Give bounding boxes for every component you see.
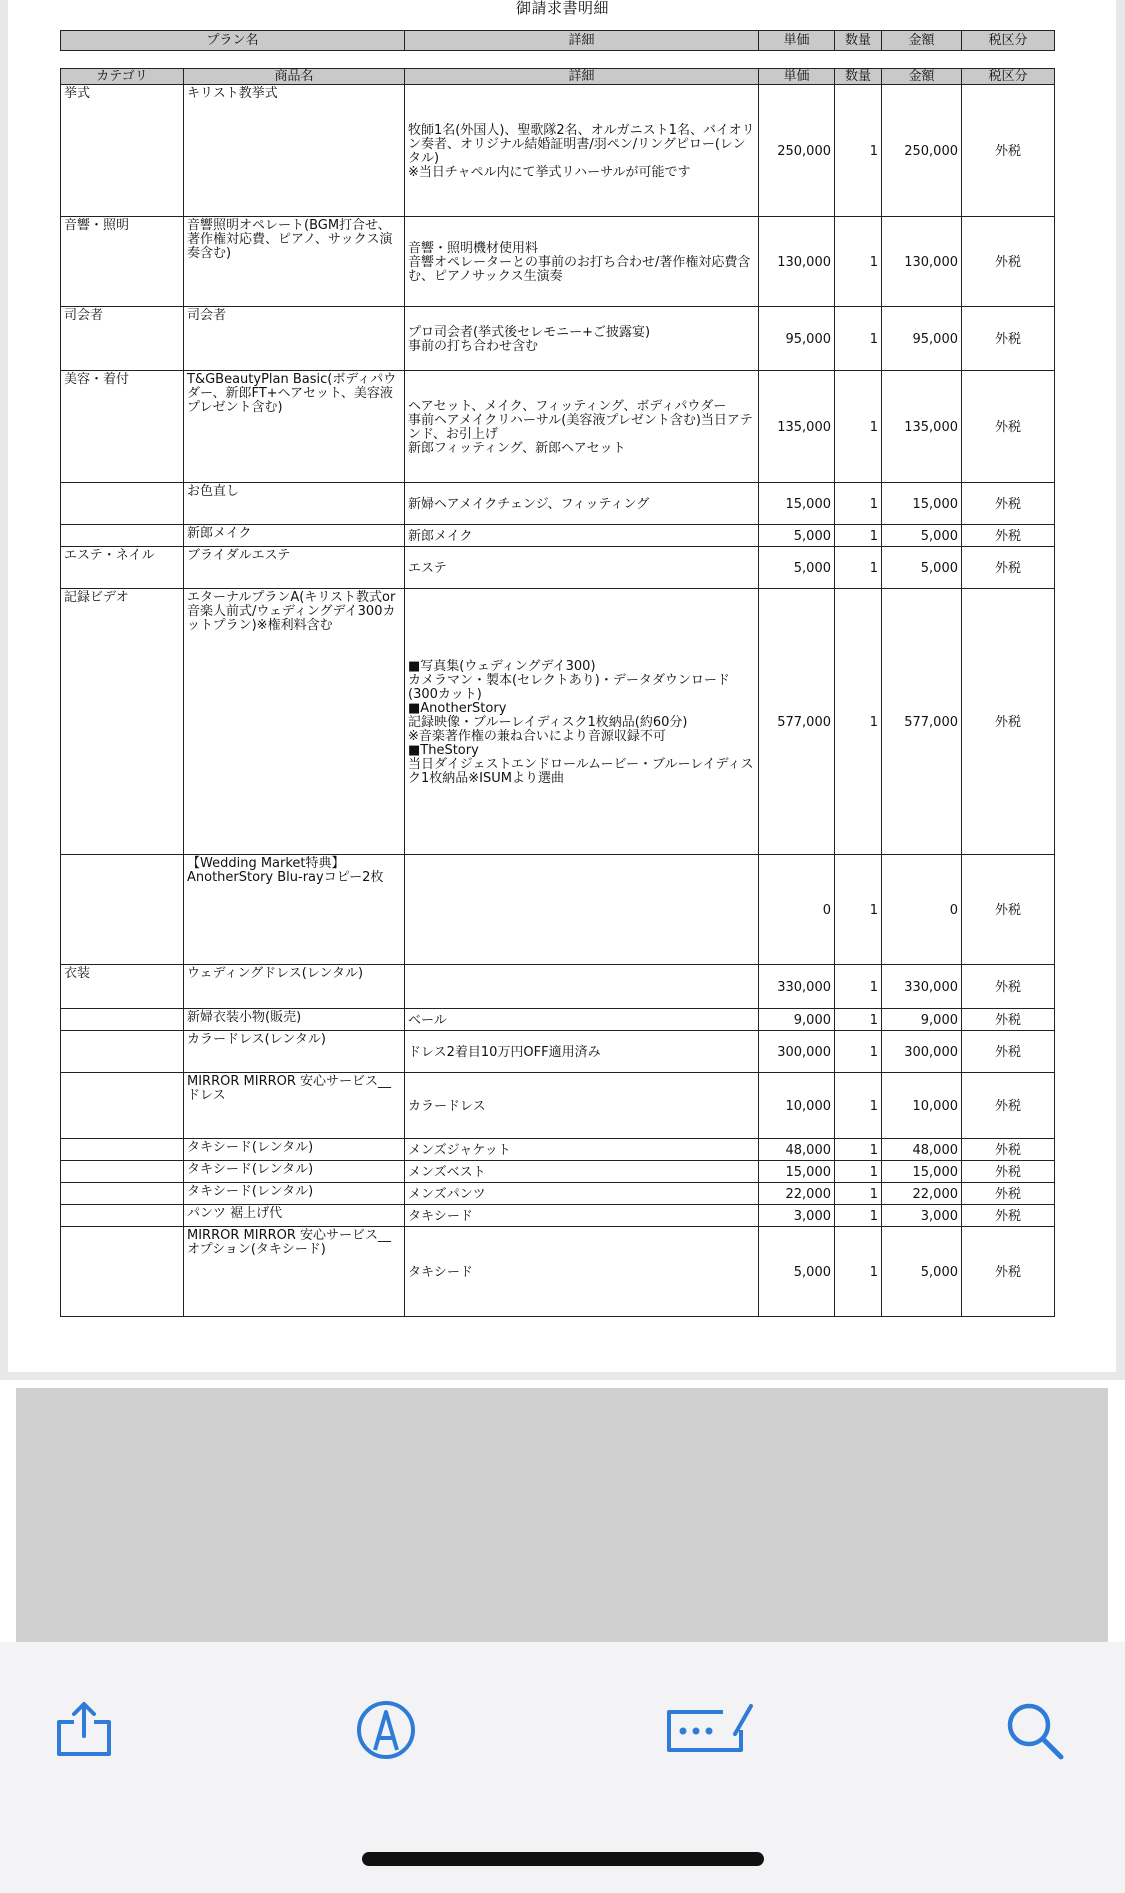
detail-cell bbox=[405, 965, 759, 1009]
tax-type-cell: 外税 bbox=[962, 217, 1055, 307]
category-cell bbox=[61, 1073, 184, 1139]
unit-price-cell: 300,000 bbox=[759, 1031, 835, 1073]
table-row bbox=[61, 1161, 1055, 1183]
amount-cell: 9,000 bbox=[882, 1009, 962, 1031]
search-icon bbox=[1004, 1700, 1064, 1760]
table-row bbox=[61, 371, 1055, 483]
table-row bbox=[61, 1139, 1055, 1161]
category-cell: エステ・ネイル bbox=[61, 547, 184, 589]
amount-cell: 5,000 bbox=[882, 525, 962, 547]
amount-cell: 5,000 bbox=[882, 547, 962, 589]
detail-cell: メンズジャケット bbox=[405, 1139, 759, 1161]
quantity-cell: 1 bbox=[835, 1139, 882, 1161]
table-row bbox=[61, 217, 1055, 307]
unit-price-cell: 5,000 bbox=[759, 525, 835, 547]
tax-type-cell: 外税 bbox=[962, 1227, 1055, 1317]
quantity-cell: 1 bbox=[835, 589, 882, 855]
amount-cell: 250,000 bbox=[882, 85, 962, 217]
detail-cell: 新郎メイク bbox=[405, 525, 759, 547]
share-icon bbox=[54, 1700, 114, 1760]
detail-cell: 新婦ヘアメイクチェンジ、フィッティング bbox=[405, 483, 759, 525]
unit-price-cell: 15,000 bbox=[759, 1161, 835, 1183]
category-cell: 記録ビデオ bbox=[61, 589, 184, 855]
category-cell bbox=[61, 1139, 184, 1161]
quantity-cell: 1 bbox=[835, 1073, 882, 1139]
column-header: 数量 bbox=[835, 69, 882, 85]
category-cell bbox=[61, 1227, 184, 1317]
tax-type-cell: 外税 bbox=[962, 547, 1055, 589]
detail-cell: ベール bbox=[405, 1009, 759, 1031]
product-name-cell: タキシード(レンタル) bbox=[184, 1139, 405, 1161]
product-name-cell: パンツ 裾上げ代 bbox=[184, 1205, 405, 1227]
tax-type-cell: 外税 bbox=[962, 1073, 1055, 1139]
tax-type-cell: 外税 bbox=[962, 1183, 1055, 1205]
product-name-cell: T&GBeautyPlan Basic(ボディパウダー、新郎FT+ヘアセット、美容液プレゼント含む) bbox=[184, 371, 405, 483]
category-cell bbox=[61, 1205, 184, 1227]
plan-header-cell: 単価 bbox=[759, 31, 835, 51]
table-row bbox=[61, 483, 1055, 525]
category-cell bbox=[61, 1183, 184, 1205]
amount-cell: 15,000 bbox=[882, 1161, 962, 1183]
share-button[interactable] bbox=[54, 1700, 114, 1760]
column-header: カテゴリ bbox=[61, 69, 184, 85]
unit-price-cell: 10,000 bbox=[759, 1073, 835, 1139]
product-name-cell: タキシード(レンタル) bbox=[184, 1161, 405, 1183]
tax-type-cell: 外税 bbox=[962, 85, 1055, 217]
table-row bbox=[61, 1031, 1055, 1073]
category-cell bbox=[61, 1031, 184, 1073]
tax-type-cell: 外税 bbox=[962, 1139, 1055, 1161]
detail-cell: ■写真集(ウェディングデイ300) カメラマン・製本(セレクトあり)・データダウンロード(300カット) ■AnotherStory 記録映像・ブルーレイディスク1枚納品(約60分) ※音楽著作権の兼ね合いにより音源収録不可 ■TheStory 当日ダイジェストエンドロールムービー・ブルーレイディスク1枚納品※ISUMより選曲 bbox=[405, 589, 759, 855]
product-name-cell: MIRROR MIRROR 安心サービス__ドレス bbox=[184, 1073, 405, 1139]
quantity-cell: 1 bbox=[835, 1205, 882, 1227]
product-name-cell: ウェディングドレス(レンタル) bbox=[184, 965, 405, 1009]
amount-cell: 0 bbox=[882, 855, 962, 965]
tax-type-cell: 外税 bbox=[962, 1161, 1055, 1183]
unit-price-cell: 130,000 bbox=[759, 217, 835, 307]
quantity-cell: 1 bbox=[835, 525, 882, 547]
detail-cell: タキシード bbox=[405, 1205, 759, 1227]
detail-cell bbox=[405, 855, 759, 965]
unit-price-cell: 135,000 bbox=[759, 371, 835, 483]
home-indicator[interactable] bbox=[362, 1852, 764, 1866]
amount-cell: 330,000 bbox=[882, 965, 962, 1009]
column-header: 商品名 bbox=[184, 69, 405, 85]
table-row bbox=[61, 589, 1055, 855]
quantity-cell: 1 bbox=[835, 1227, 882, 1317]
amount-cell: 3,000 bbox=[882, 1205, 962, 1227]
category-cell bbox=[61, 483, 184, 525]
unit-price-cell: 577,000 bbox=[759, 589, 835, 855]
table-row bbox=[61, 1183, 1055, 1205]
plan-header-cell: プラン名 bbox=[61, 31, 405, 51]
quantity-cell: 1 bbox=[835, 307, 882, 371]
product-name-cell: 音響照明オペレート(BGM打合せ、著作権対応費、ピアノ、サックス演奏含む) bbox=[184, 217, 405, 307]
table-row bbox=[61, 525, 1055, 547]
detail-cell: カラードレス bbox=[405, 1073, 759, 1139]
column-header: 詳細 bbox=[405, 69, 759, 85]
category-cell bbox=[61, 1009, 184, 1031]
plan-header-cell: 数量 bbox=[835, 31, 882, 51]
tax-type-cell: 外税 bbox=[962, 525, 1055, 547]
quantity-cell: 1 bbox=[835, 547, 882, 589]
column-header: 単価 bbox=[759, 69, 835, 85]
quantity-cell: 1 bbox=[835, 217, 882, 307]
product-name-cell: ブライダルエステ bbox=[184, 547, 405, 589]
category-cell bbox=[61, 855, 184, 965]
category-cell: 挙式 bbox=[61, 85, 184, 217]
product-name-cell: 新婦衣装小物(販売) bbox=[184, 1009, 405, 1031]
table-row bbox=[61, 1009, 1055, 1031]
column-header: 税区分 bbox=[962, 69, 1055, 85]
amount-cell: 300,000 bbox=[882, 1031, 962, 1073]
amount-cell: 5,000 bbox=[882, 1227, 962, 1317]
tax-type-cell: 外税 bbox=[962, 589, 1055, 855]
detail-cell: 牧師1名(外国人)、聖歌隊2名、オルガニスト1名、バイオリン奏者、オリジナル結婚証明書/羽ペン/リングピロー(レンタル) ※当日チャペル内にて挙式リハーサルが可能です bbox=[405, 85, 759, 217]
amount-cell: 135,000 bbox=[882, 371, 962, 483]
signature-icon bbox=[665, 1700, 755, 1760]
table-row bbox=[61, 1205, 1055, 1227]
markup-icon bbox=[356, 1700, 416, 1760]
tax-type-cell: 外税 bbox=[962, 965, 1055, 1009]
detail-cell: ドレス2着目10万円OFF適用済み bbox=[405, 1031, 759, 1073]
product-name-cell: カラードレス(レンタル) bbox=[184, 1031, 405, 1073]
detail-cell: エステ bbox=[405, 547, 759, 589]
unit-price-cell: 250,000 bbox=[759, 85, 835, 217]
unit-price-cell: 5,000 bbox=[759, 1227, 835, 1317]
amount-cell: 577,000 bbox=[882, 589, 962, 855]
detail-cell: メンズパンツ bbox=[405, 1183, 759, 1205]
amount-cell: 95,000 bbox=[882, 307, 962, 371]
detail-cell: ヘアセット、メイク、フィッティング、ボディパウダー 事前ヘアメイクリハーサル(美容液プレゼント含む)当日アテンド、お引上げ 新郎フィッティング、新郎ヘアセット bbox=[405, 371, 759, 483]
quantity-cell: 1 bbox=[835, 1183, 882, 1205]
table-row bbox=[61, 85, 1055, 217]
category-cell bbox=[61, 525, 184, 547]
plan-header-table bbox=[60, 30, 1055, 51]
table-row bbox=[61, 1073, 1055, 1139]
tax-type-cell: 外税 bbox=[962, 1031, 1055, 1073]
detail-cell: メンズベスト bbox=[405, 1161, 759, 1183]
signature-button[interactable] bbox=[665, 1700, 755, 1760]
unit-price-cell: 15,000 bbox=[759, 483, 835, 525]
unit-price-cell: 5,000 bbox=[759, 547, 835, 589]
product-name-cell: 新郎メイク bbox=[184, 525, 405, 547]
unit-price-cell: 9,000 bbox=[759, 1009, 835, 1031]
table-row bbox=[61, 965, 1055, 1009]
amount-cell: 15,000 bbox=[882, 483, 962, 525]
unit-price-cell: 95,000 bbox=[759, 307, 835, 371]
plan-header-cell: 金額 bbox=[882, 31, 962, 51]
product-name-cell: お色直し bbox=[184, 483, 405, 525]
column-header: 金額 bbox=[882, 69, 962, 85]
search-button[interactable] bbox=[1004, 1700, 1064, 1760]
document-title: 御請求書明細 bbox=[515, 0, 609, 17]
product-name-cell: タキシード(レンタル) bbox=[184, 1183, 405, 1205]
quantity-cell: 1 bbox=[835, 1161, 882, 1183]
category-cell: 美容・着付 bbox=[61, 371, 184, 483]
amount-cell: 10,000 bbox=[882, 1073, 962, 1139]
detail-cell: 音響・照明機材使用料 音響オペレーターとの事前のお打ち合わせ/著作権対応費含む、ピアノサックス生演奏 bbox=[405, 217, 759, 307]
tax-type-cell: 外税 bbox=[962, 483, 1055, 525]
unit-price-cell: 48,000 bbox=[759, 1139, 835, 1161]
quantity-cell: 1 bbox=[835, 1031, 882, 1073]
unit-price-cell: 22,000 bbox=[759, 1183, 835, 1205]
quantity-cell: 1 bbox=[835, 371, 882, 483]
unit-price-cell: 0 bbox=[759, 855, 835, 965]
quantity-cell: 1 bbox=[835, 1009, 882, 1031]
tax-type-cell: 外税 bbox=[962, 307, 1055, 371]
tax-type-cell: 外税 bbox=[962, 855, 1055, 965]
table-row bbox=[61, 307, 1055, 371]
category-cell bbox=[61, 1161, 184, 1183]
tax-type-cell: 外税 bbox=[962, 1009, 1055, 1031]
product-name-cell: キリスト教挙式 bbox=[184, 85, 405, 217]
product-name-cell: 【Wedding Market特典】AnotherStory Blu-rayコピー2枚 bbox=[184, 855, 405, 965]
quantity-cell: 1 bbox=[835, 483, 882, 525]
invoice-table bbox=[60, 68, 1055, 1317]
amount-cell: 130,000 bbox=[882, 217, 962, 307]
unit-price-cell: 330,000 bbox=[759, 965, 835, 1009]
quantity-cell: 1 bbox=[835, 855, 882, 965]
category-cell: 音響・照明 bbox=[61, 217, 184, 307]
product-name-cell: エターナルプランA(キリスト教式or音楽人前式/ウェディングデイ300カットプラン)※権利料含む bbox=[184, 589, 405, 855]
table-row bbox=[61, 1227, 1055, 1317]
category-cell: 衣装 bbox=[61, 965, 184, 1009]
markup-button[interactable] bbox=[356, 1700, 416, 1760]
tax-type-cell: 外税 bbox=[962, 1205, 1055, 1227]
table-row bbox=[61, 855, 1055, 965]
unit-price-cell: 3,000 bbox=[759, 1205, 835, 1227]
amount-cell: 48,000 bbox=[882, 1139, 962, 1161]
product-name-cell: 司会者 bbox=[184, 307, 405, 371]
plan-header-cell: 税区分 bbox=[962, 31, 1055, 51]
quantity-cell: 1 bbox=[835, 965, 882, 1009]
product-name-cell: MIRROR MIRROR 安心サービス__オプション(タキシード) bbox=[184, 1227, 405, 1317]
plan-header-cell: 詳細 bbox=[405, 31, 759, 51]
detail-cell: タキシード bbox=[405, 1227, 759, 1317]
table-row bbox=[61, 547, 1055, 589]
tax-type-cell: 外税 bbox=[962, 371, 1055, 483]
quantity-cell: 1 bbox=[835, 85, 882, 217]
amount-cell: 22,000 bbox=[882, 1183, 962, 1205]
category-cell: 司会者 bbox=[61, 307, 184, 371]
detail-cell: プロ司会者(挙式後セレモニー+ご披露宴) 事前の打ち合わせ含む bbox=[405, 307, 759, 371]
